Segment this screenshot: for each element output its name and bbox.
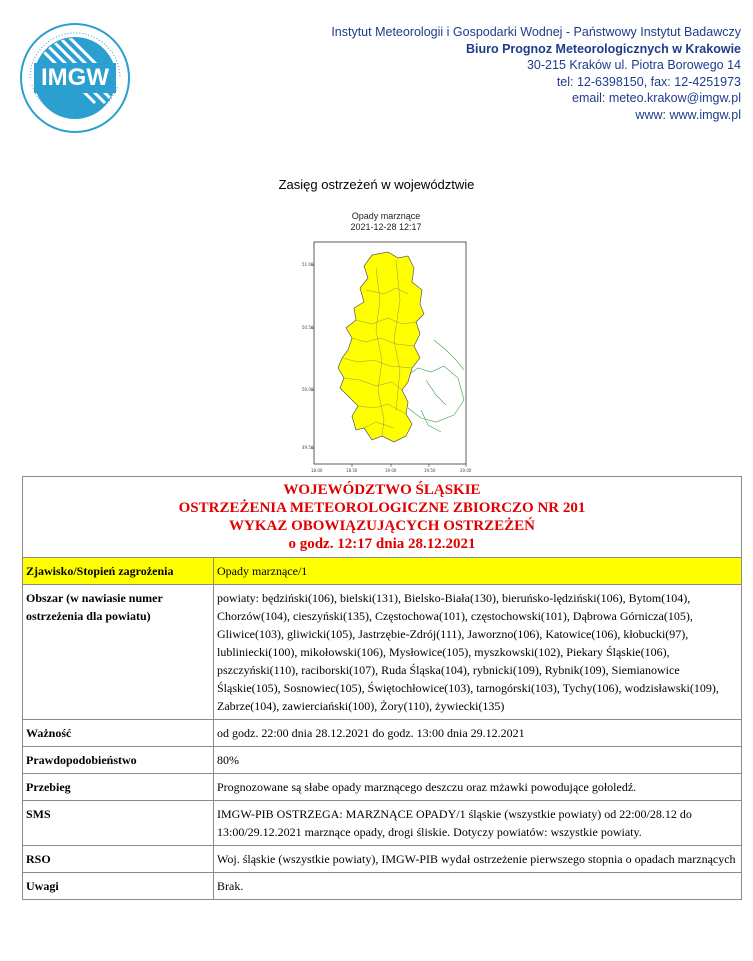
institute-header (331, 24, 741, 124)
row-value-phenomenon: Opady marznące/1 (214, 558, 742, 585)
row-label-area: Obszar (w nawiasie numer ostrzeżenia dla powiatu) (23, 585, 214, 720)
map-title: Opady marznące (351, 211, 421, 221)
table-row (23, 774, 742, 801)
row-value-probability: 80% (214, 747, 742, 774)
table-row (23, 747, 742, 774)
row-label-course: Przebieg (23, 774, 214, 801)
row-value-area: powiaty: będziński(106), bielski(131), Bielsko-Biała(130), bieruńsko-lędziński(106), Bytom(104), Chorzów(104), cieszyński(135), Częstochowa(101), częstochowski(101), Dąbrowa Górnicza(105), Gliwice(103), gliwicki(105), Jastrzębie-Zdrój(111), Jaworzno(106), Katowice(106), kłobucki(97), lubliniecki(100), mikołowski(106), Mysłowice(105), myszkowski(102), Piekary Śląskie(106), pszczyński(110), raciborski(107), Ruda Śląska(104), rybnicki(109), Rybnik(109), Siemianowice Śląskie(105), Sosnowiec(105), Świętochłowice(103), tarnogórski(103), Tychy(106), wodzisławski(109), Zabrze(104), zawierciański(100), Żory(110), żywiecki(135) (214, 585, 742, 720)
logo-text: IMGW (41, 64, 109, 91)
issue-time: o godz. 12:17 dnia 28.12.2021 (288, 536, 476, 552)
office-name: Biuro Prognoz Meteorologicznych w Krakowie (465, 41, 741, 56)
table-row (23, 873, 742, 900)
warning-table (22, 476, 742, 900)
row-label-rso: RSO (23, 846, 214, 873)
table-row (23, 585, 742, 720)
warning-map (296, 210, 476, 475)
svg-text:20.00: 20.00 (460, 468, 472, 473)
svg-text:18.50: 18.50 (346, 468, 358, 473)
row-label-validity: Ważność (23, 720, 214, 747)
row-value-notes: Brak. (214, 873, 742, 900)
svg-text:19.00: 19.00 (385, 468, 397, 473)
svg-text:50.50: 50.50 (302, 325, 314, 330)
map-svg (296, 210, 476, 475)
row-label-phenomenon: Zjawisko/Stopień zagrożenia (23, 558, 214, 585)
svg-text:18.00: 18.00 (311, 468, 323, 473)
row-value-sms: IMGW-PIB OSTRZEGA: MARZNĄCE OPADY/1 śląskie (wszystkie powiaty) od 22:00/28.12 do 13:00/29.12.2021 marznące opady, drogi śliskie. Dotyczy powiatów: wszystkie powiaty. (214, 801, 742, 846)
table-row (23, 801, 742, 846)
table-row (23, 720, 742, 747)
voivodeship-title: WOJEWÓDZTWO ŚLĄSKIE (283, 482, 481, 498)
table-row (23, 846, 742, 873)
row-value-rso: Woj. śląskie (wszystkie powiaty), IMGW-PIB wydał ostrzeżenie pierwszego stopnia o opadach marznących (214, 846, 742, 873)
row-value-course: Prognozowane są słabe opady marznącego deszczu oraz mżawki powodujące gołoledź. (214, 774, 742, 801)
warning-header (23, 477, 742, 558)
institute-name: Instytut Meteorologii i Gospodarki Wodnej - Państwowy Instytut Badawczy (331, 25, 741, 39)
table-row (23, 558, 742, 585)
imgw-logo (20, 23, 130, 133)
svg-text:51.00: 51.00 (302, 262, 314, 267)
address: 30-215 Kraków ul. Piotra Borowego 14 (526, 58, 741, 73)
svg-text:49.50: 49.50 (302, 445, 314, 450)
list-title: WYKAZ OBOWIĄZUJĄCYCH OSTRZEŻEŃ (229, 518, 535, 534)
svg-text:50.00: 50.00 (302, 387, 314, 392)
phone-fax: tel: 12-6398150, fax: 12-4251973 (556, 74, 741, 89)
website: www: www.imgw.pl (635, 107, 741, 122)
row-label-notes: Uwagi (23, 873, 214, 900)
email: email: meteo.krakow@imgw.pl (572, 91, 741, 106)
row-label-probability: Prawdopodobieństwo (23, 747, 214, 774)
map-datetime: 2021-12-28 12:17 (350, 222, 422, 232)
row-value-validity: od godz. 22:00 dnia 28.12.2021 do godz. 13:00 dnia 29.12.2021 (214, 720, 742, 747)
bulletin-number: OSTRZEŻENIA METEOROLOGICZNE ZBIORCZO NR 201 (178, 500, 586, 516)
row-label-sms: SMS (23, 801, 214, 846)
map-caption: Zasięg ostrzeżeń w województwie (278, 177, 475, 192)
svg-text:19.50: 19.50 (424, 468, 436, 473)
